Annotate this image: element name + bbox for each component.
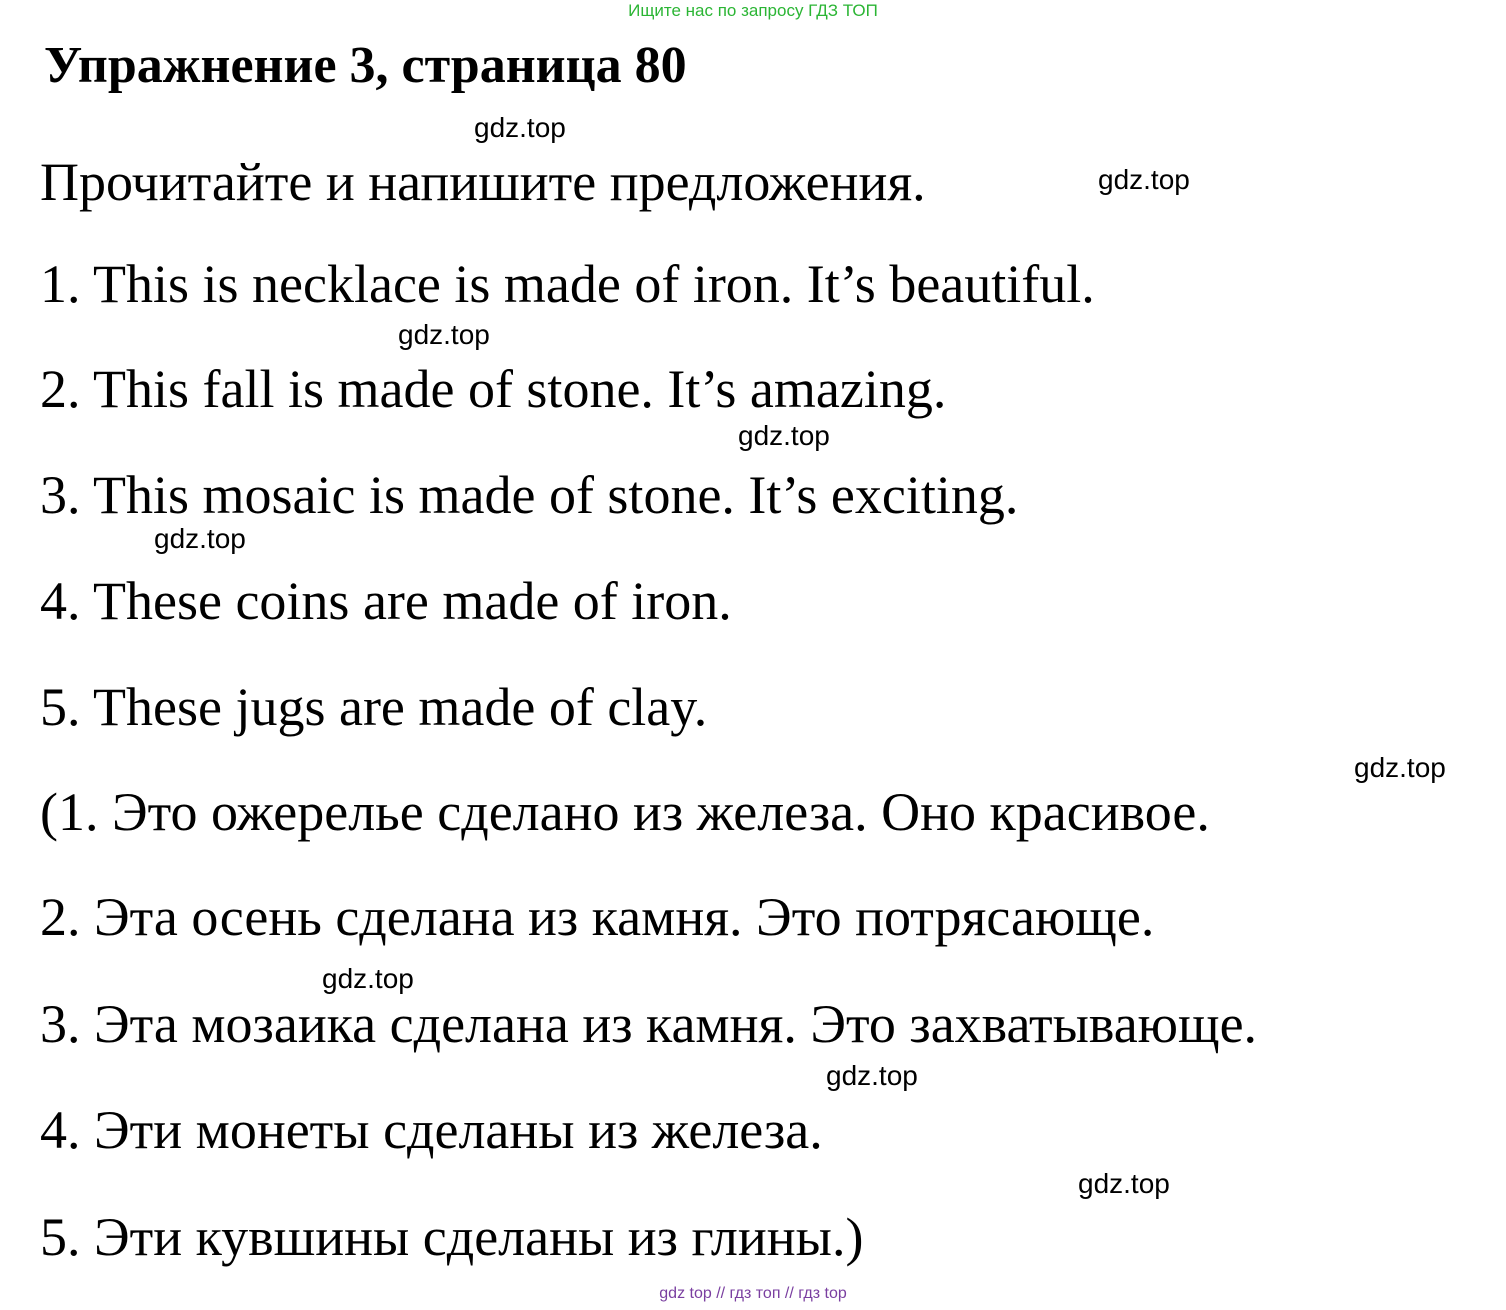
english-sentence-1: 1. This is necklace is made of iron. It’s beautiful. bbox=[40, 254, 1095, 314]
russian-sentence-2: 2. Эта осень сделана из камня. Это потрясающе. bbox=[40, 887, 1155, 947]
watermark: gdz.top bbox=[826, 1060, 918, 1091]
page-title: Упражнение 3, страница 80 bbox=[44, 37, 687, 94]
english-sentence-5: 5. These jugs are made of clay. bbox=[40, 677, 708, 737]
watermark: gdz.top bbox=[1098, 164, 1190, 195]
english-sentence-2: 2. This fall is made of stone. It’s amazing. bbox=[40, 359, 947, 419]
russian-sentence-3: 3. Эта мозаика сделана из камня. Это захватывающе. bbox=[40, 994, 1258, 1054]
watermark: gdz.top bbox=[1078, 1168, 1170, 1199]
footer-watermark: gdz top // гдз топ // гдз top bbox=[659, 1285, 847, 1302]
watermark: gdz.top bbox=[398, 319, 490, 350]
watermark: gdz.top bbox=[1354, 752, 1446, 783]
russian-sentence-5: 5. Эти кувшины сделаны из глины.) bbox=[40, 1207, 864, 1267]
watermark: gdz.top bbox=[474, 112, 566, 143]
english-sentence-4: 4. These coins are made of iron. bbox=[40, 571, 732, 631]
watermark: gdz.top bbox=[154, 523, 246, 554]
top-banner: Ищите нас по запросу ГДЗ ТОП bbox=[628, 1, 878, 20]
russian-sentence-4: 4. Эти монеты сделаны из железа. bbox=[40, 1100, 823, 1160]
russian-sentence-1: (1. Это ожерелье сделано из железа. Оно красивое. bbox=[40, 782, 1210, 842]
watermark: gdz.top bbox=[738, 420, 830, 451]
watermark: gdz.top bbox=[322, 963, 414, 994]
instruction-text: Прочитайте и напишите предложения. bbox=[40, 152, 926, 212]
english-sentence-3: 3. This mosaic is made of stone. It’s exciting. bbox=[40, 465, 1019, 525]
